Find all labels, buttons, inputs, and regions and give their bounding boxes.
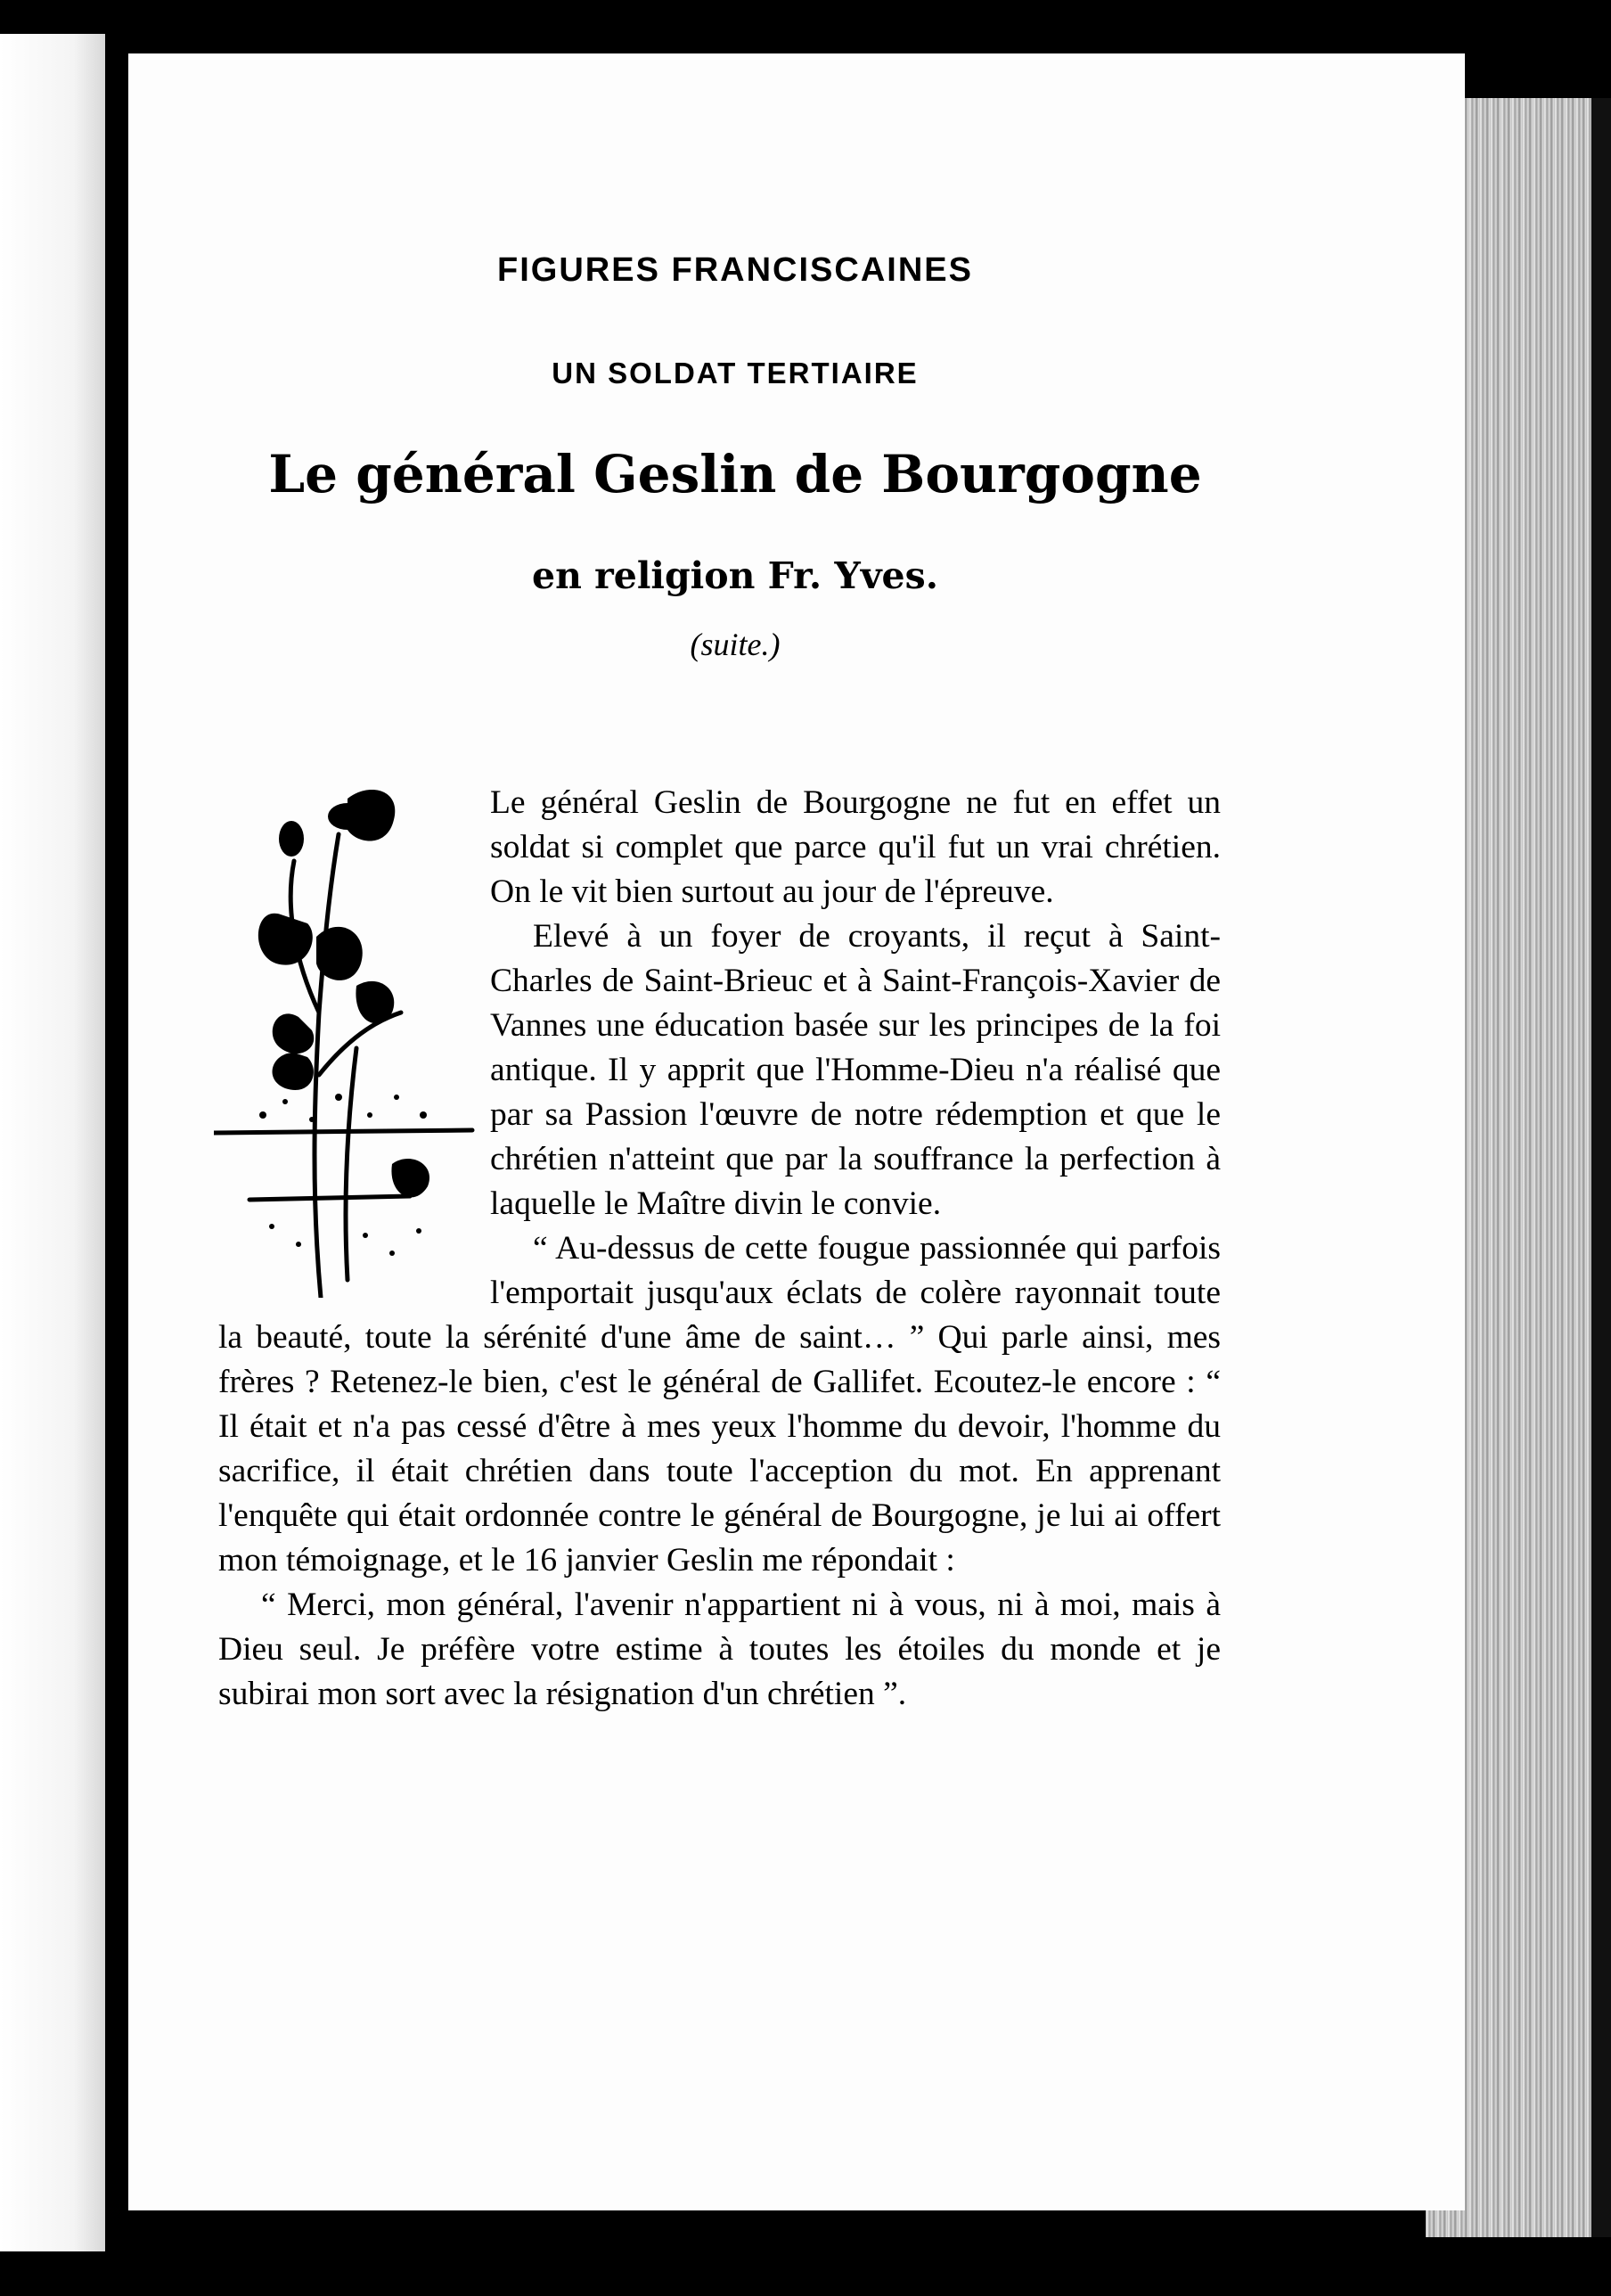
article-title: Le général Geslin de Bourgogne [268,444,1202,504]
paragraph-3: “ Au-dessus de cette fougue passionnée qui parfois l'emportait jusqu'aux éclats de colère rayonnait toute la beauté, toute la sérénité d'une âme de saint… ” Qui parle ainsi, mes frères ? Retenez-le bien, c'est le général de Gallifet. Ecoutez-le encore : “ Il était et n'a pas cessé d'être à mes yeux l'homme du devoir, l'homme du sacrifice, il était chrétien dans toute l'acception du mot. En apprenant l'enquête qui était ordonnée contre le général de Bourgogne, je lui ai offert mon témoignage, et le 16 janvier Geslin me répondait : [218,1230,1221,1578]
flower-illustration [214,781,481,1298]
paragraph-1: Le général Geslin de Bourgogne ne fut en effet un soldat si complet que parce qu'il fut un vrai chrétien. On le vit bien surtout au jour de l'épreuve. [490,784,1221,910]
article-body [218,781,1221,1717]
paragraph-2: Elevé à un foyer de croyants, il reçut à Saint-Charles de Saint-Brieuc et à Saint-François-Xavier de Vannes une éducation basée sur les principes de la foi antique. Il y apprit que l'Homme-Dieu n'a réalisé que par sa Passion l'œuvre de notre rédemption et que le chrétien n'atteint que par la souffrance la perfection à laquelle le Maître divin le convie. [490,918,1221,1222]
facing-page-edge [0,34,105,2251]
article-subtitle: en religion Fr. Yves. [532,554,938,597]
continuation-note: (suite.) [690,627,781,662]
article-subheading: UN SOLDAT TERTIAIRE [552,357,919,390]
section-heading: FIGURES FRANCISCAINES [497,251,973,289]
book-gutter [105,0,128,2296]
paragraph-4: “ Merci, mon général, l'avenir n'appartient ni à vous, ni à moi, mais à Dieu seul. Je préfère votre estime à toutes les étoiles du monde et je subirai mon sort avec la résignation d'un chrétien ”. [218,1587,1221,1712]
